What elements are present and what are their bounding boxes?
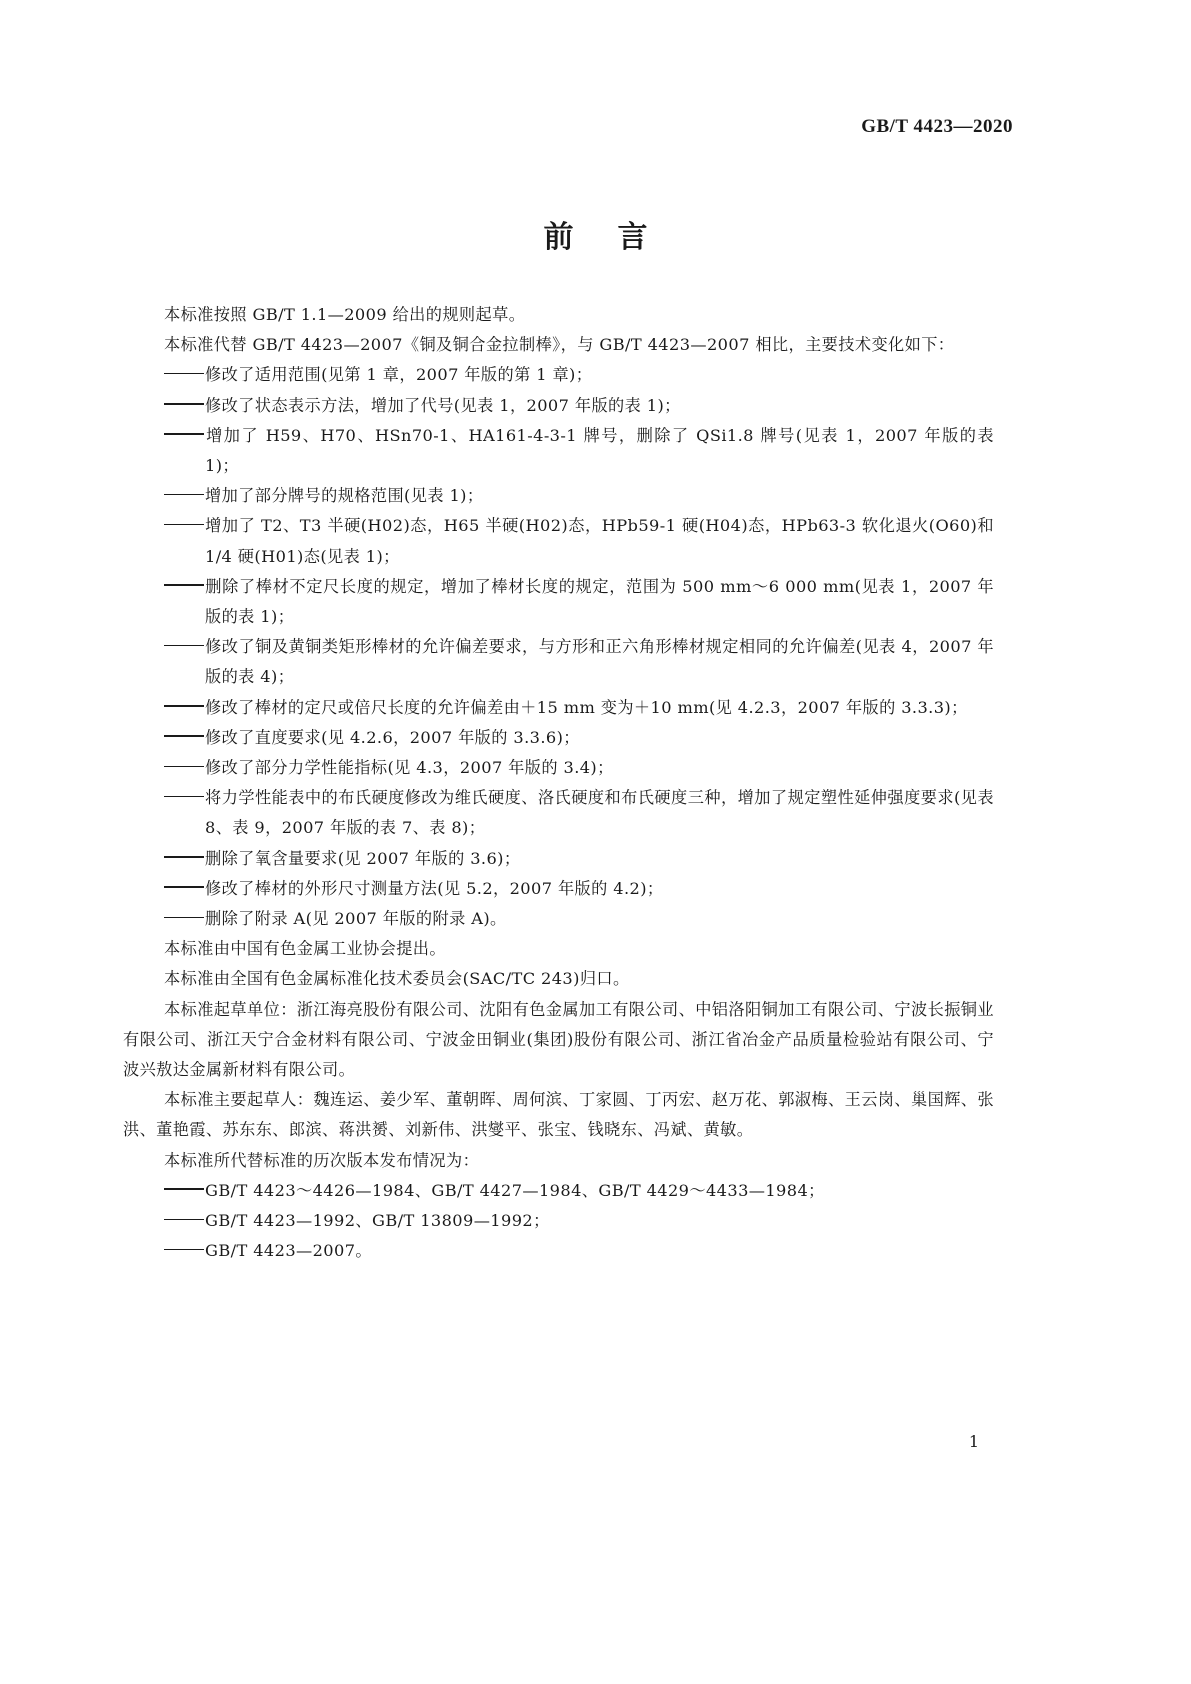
list-item: 增加了部分牌号的规格范围(见表 1)； bbox=[205, 486, 484, 506]
paragraph-drafters: 本标准主要起草人：魏连运、姜少军、董朝晖、周何滨、丁家圆、丁丙宏、赵万花、郭淑梅、王云岗、巢国辉、张洪、董艳霞、苏东东、郎滨、蒋洪赟、刘新伟、洪燮平、张宝、钱晓东、冯斌、黄敏。 bbox=[123, 1090, 994, 1140]
paragraph-proposed-by: 本标准由中国有色金属工业协会提出。 bbox=[164, 939, 446, 959]
paragraph-replacement: 本标准代替 GB/T 4423—2007《铜及铜合金拉制棒》，与 GB/T 4423—2007 相比，主要技术变化如下： bbox=[164, 335, 955, 355]
list-item: 将力学性能表中的布氏硬度修改为维氏硬度、洛氏硬度和布氏硬度三种，增加了规定塑性延伸强度要求(见表 8、表 9，2007 年版的表 7、表 8)； bbox=[205, 788, 994, 838]
paragraph-drafting-units: 本标准起草单位：浙江海亮股份有限公司、沈阳有色金属加工有限公司、中铝洛阳铜加工有限公司、宁波长振铜业有限公司、浙江天宁合金材料有限公司、宁波金田铜业(集团)股份有限公司、浙江省冶金产品质量检验站有限公司、宁波兴敖达金属新材料有限公司。 bbox=[123, 999, 994, 1080]
paragraph-centralized-by: 本标准由全国有色金属标准化技术委员会(SAC/TC 243)归口。 bbox=[164, 969, 630, 989]
list-item: GB/T 4423～4426—1984、GB/T 4427—1984、GB/T 4429～4433—1984； bbox=[205, 1180, 825, 1200]
standard-code: GB/T 4423—2020 bbox=[861, 116, 1013, 137]
list-item: 修改了铜及黄铜类矩形棒材的允许偏差要求，与方形和正六角形棒材规定相同的允许偏差(见表 4，2007 年版的表 4)； bbox=[205, 637, 994, 687]
list-item: 修改了棒材的定尺或倍尺长度的允许偏差由＋15 mm 变为＋10 mm(见 4.2.3，2007 年版的 3.3.3)； bbox=[205, 697, 968, 717]
page-title: 前言 bbox=[543, 220, 692, 255]
paragraph-history-intro: 本标准所代替标准的历次版本发布情况为： bbox=[164, 1150, 480, 1170]
list-item: GB/T 4423—2007。 bbox=[205, 1241, 372, 1261]
list-item: 修改了直度要求(见 4.2.6，2007 年版的 3.3.6)； bbox=[205, 727, 580, 747]
history-list bbox=[123, 1176, 994, 1267]
paragraph-drafting-rules: 本标准按照 GB/T 1.1—2009 给出的规则起草。 bbox=[164, 305, 526, 324]
list-item: 删除了氧含量要求(见 2007 年版的 3.6)； bbox=[205, 848, 521, 868]
list-item: GB/T 4423—1992、GB/T 13809—1992； bbox=[205, 1211, 550, 1231]
list-item: 修改了棒材的外形尺寸测量方法(见 5.2，2007 年版的 4.2)； bbox=[205, 878, 664, 898]
changes-list bbox=[123, 360, 994, 934]
list-item: 修改了状态表示方法，增加了代号(见表 1，2007 年版的表 1)； bbox=[205, 395, 681, 415]
list-item: 删除了附录 A(见 2007 年版的附录 A)。 bbox=[205, 909, 507, 929]
list-item: 删除了棒材不定尺长度的规定，增加了棒材长度的规定，范围为 500 mm～6 000 mm(见表 1，2007 年版的表 1)； bbox=[205, 576, 994, 627]
page-number: 1 bbox=[968, 1432, 979, 1451]
list-item: 修改了适用范围(见第 1 章，2007 年版的第 1 章)； bbox=[205, 365, 593, 385]
list-item: 增加了 T2、T3 半硬(H02)态，H65 半硬(H02)态，HPb59-1 硬(H04)态，HPb63-3 软化退火(O60)和 1/4 硬(H01)态(见表 1)； bbox=[205, 516, 994, 566]
list-item: 增加了 H59、H70、HSn70-1、HA161-4-3-1 牌号，删除了 QSi1.8 牌号(见表 1，2007 年版的表 1)； bbox=[205, 425, 994, 476]
list-item: 修改了部分力学性能指标(见 4.3，2007 年版的 3.4)； bbox=[205, 758, 614, 778]
document-body bbox=[123, 300, 994, 1267]
